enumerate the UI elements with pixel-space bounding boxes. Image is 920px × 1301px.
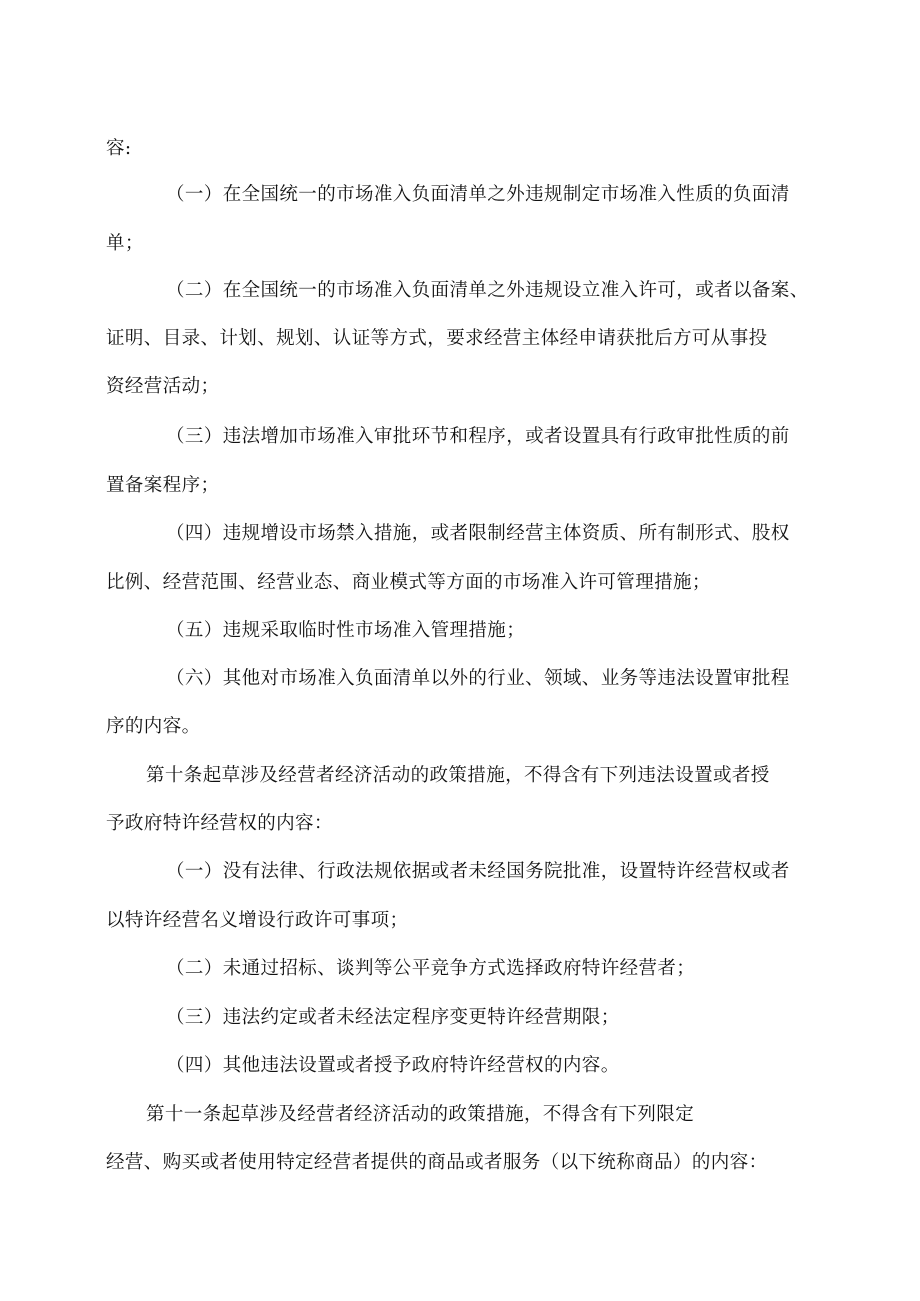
text-line: （一）在全国统一的市场准入负面清单之外违规制定市场准入性质的负面清 (166, 184, 790, 205)
text-line: 置备案程序； (106, 475, 220, 496)
text-line: （六）其他对市场准入负面清单以外的行业、领域、业务等违法设置审批程 (166, 668, 790, 689)
text-line: 予政府特许经营权的内容： (106, 813, 333, 834)
text-line: （二）未通过招标、谈判等公平竞争方式选择政府特许经营者； (166, 958, 696, 979)
text-line: 序的内容。 (106, 716, 201, 737)
text-line: 资经营活动； (106, 376, 220, 397)
text-line: 以特许经营名义增设行政许可事项； (106, 910, 409, 931)
text-line: 经营、购买或者使用特定经营者提供的商品或者服务（以下统称商品）的内容： (106, 1152, 768, 1173)
text-line: （一）没有法律、行政法规依据或者未经国务院批准，设置特许经营权或者 (166, 861, 790, 882)
text-line: 容: (106, 138, 132, 159)
text-line: 第十条起草涉及经营者经济活动的政策措施，不得含有下列违法设置或者授 (146, 765, 770, 786)
text-line: （四）违规增设市场禁入措施，或者限制经营主体资质、所有制形式、股权 (166, 523, 790, 544)
text-line: （二）在全国统一的市场准入负面清单之外违规设立准入许可，或者以备案、 (166, 280, 809, 301)
text-line: （三）违法约定或者未经法定程序变更特许经营期限； (166, 1007, 620, 1028)
text-line: （三）违法增加市场准入审批环节和程序，或者设置具有行政审批性质的前 (166, 426, 790, 447)
text-line: 单； (106, 233, 144, 254)
text-line: 比例、经营范围、经营业态、商业模式等方面的市场准入许可管理措施； (106, 572, 711, 593)
text-line: （四）其他违法设置或者授予政府特许经营权的内容。 (166, 1055, 620, 1076)
text-line: 第十一条起草涉及经营者经济活动的政策措施，不得含有下列限定 (146, 1104, 695, 1125)
text-line: 证明、目录、计划、规划、认证等方式，要求经营主体经申请获批后方可从事投 (106, 328, 768, 349)
text-line: （五）违规采取临时性市场准入管理措施； (166, 620, 526, 641)
